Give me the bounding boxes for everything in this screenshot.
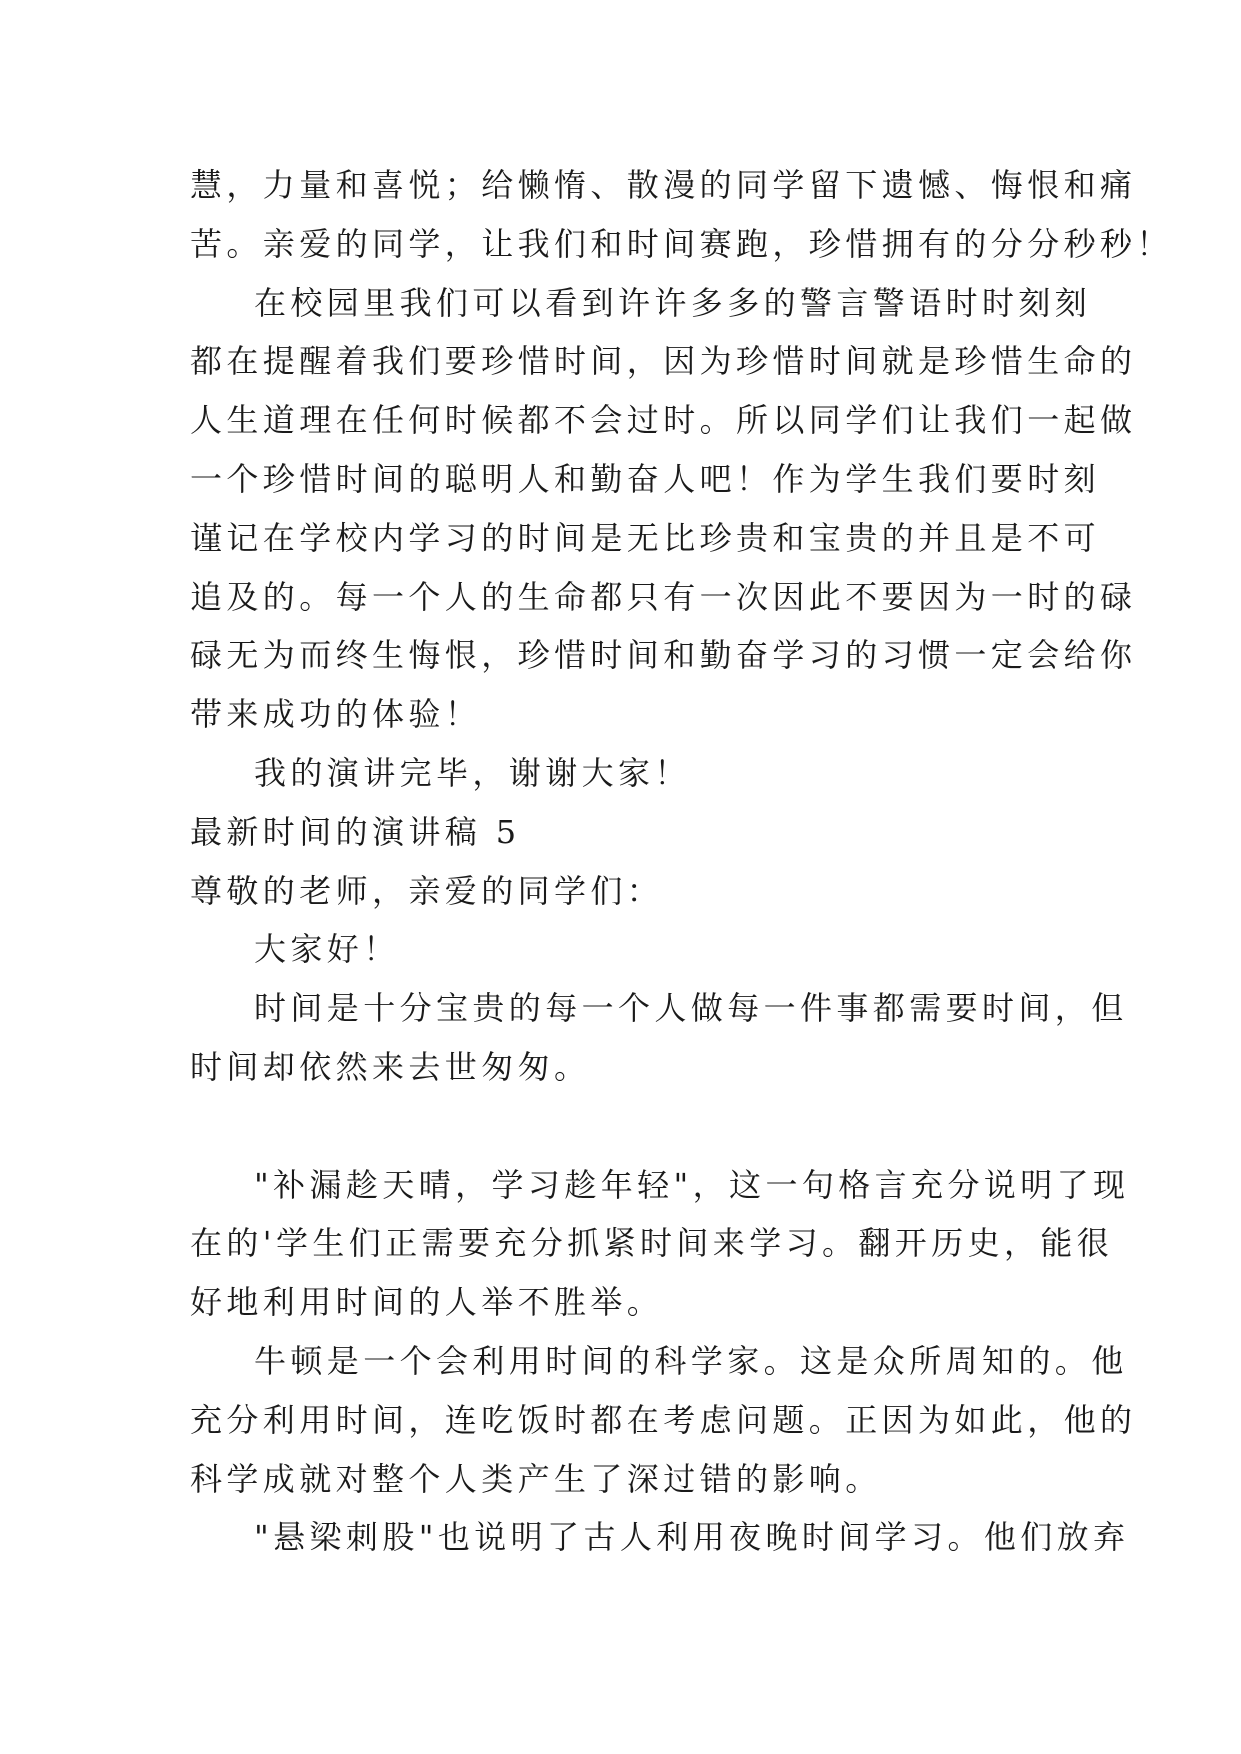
text-line: 慧，力量和喜悦；给懒惰、散漫的同学留下遗憾、悔恨和痛 (190, 166, 1137, 204)
text-line: 一个珍惜时间的聪明人和勤奋人吧！作为学生我们要时刻 (190, 459, 1101, 498)
text-line: 谨记在学校内学习的时间是无比珍贵和宝贵的并且是不可 (190, 518, 1101, 557)
text-line: "补漏趁天晴，学习趁年轻"，这一句格言充分说明了现 (254, 1165, 1130, 1204)
text-line: 苦。亲爱的同学，让我们和时间赛跑，珍惜拥有的分分秒秒！ (190, 224, 1173, 263)
paragraph-gap (190, 1097, 1060, 1156)
text-line: 人生道理在任何时候都不会过时。所以同学们让我们一起做 (190, 401, 1137, 440)
text-line: 在校园里我们可以看到许许多多的警言警语时时刻刻 (254, 283, 1092, 322)
text-line: 都在提醒着我们要珍惜时间，因为珍惜时间就是珍惜生命的 (190, 342, 1137, 381)
text-line: 追及的。每一个人的生命都只有一次因此不要因为一时的碌 (190, 577, 1137, 616)
text-line: 带来成功的体验！ (190, 695, 482, 734)
document-body (190, 156, 1173, 1567)
greeting: 大家好！ (254, 930, 400, 969)
text-line: "悬梁刺股"也说明了古人利用夜晚时间学习。他们放弃 (254, 1518, 1130, 1557)
text-line: 时间却依然来去世匆匆。 (190, 1047, 591, 1086)
section-title: 最新时间的演讲稿 5 (190, 812, 521, 851)
text-line: 科学成就对整个人类产生了深过错的影响。 (190, 1459, 882, 1498)
text-line: 充分利用时间，连吃饭时都在考虑问题。正因为如此，他的 (190, 1400, 1137, 1439)
text-line: 碌无为而终生悔恨，珍惜时间和勤奋学习的习惯一定会给你 (190, 636, 1137, 675)
text-line: 好地利用时间的人举不胜举。 (190, 1283, 664, 1322)
text-line: 时间是十分宝贵的每一个人做每一件事都需要时间，但 (254, 989, 1128, 1028)
text-line: 在的'学生们正需要充分抓紧时间来学习。翻开历史，能很 (190, 1224, 1114, 1263)
text-line: 我的演讲完毕，谢谢大家！ (254, 753, 691, 792)
text-line: 牛顿是一个会利用时间的科学家。这是众所周知的。他 (254, 1341, 1128, 1380)
salutation: 尊敬的老师，亲爱的同学们： (190, 871, 664, 910)
